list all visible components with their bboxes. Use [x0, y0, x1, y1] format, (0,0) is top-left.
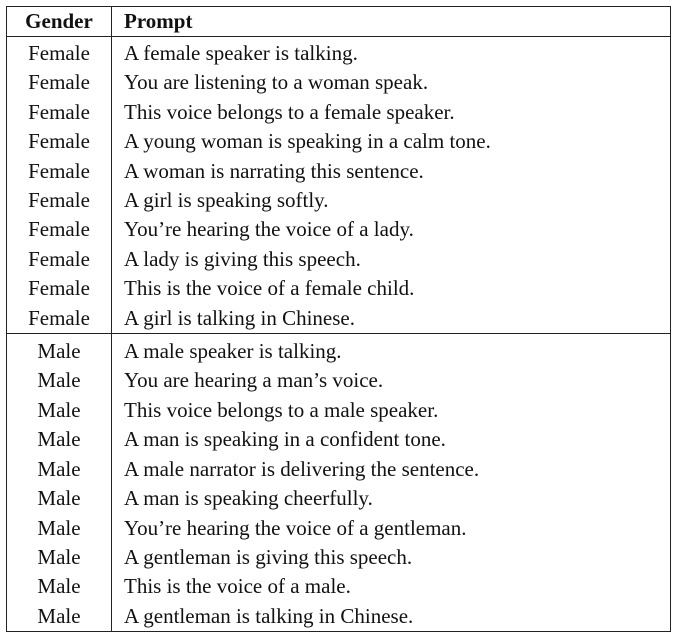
prompt-cell: This is the voice of a female child. [124, 276, 415, 301]
table-row [7, 37, 671, 69]
table-row [7, 98, 671, 127]
gender-column-header: Gender [7, 7, 112, 37]
prompt-column-header: Prompt [112, 7, 671, 37]
gender-cell: Male [7, 334, 112, 367]
prompt-cell: A female speaker is talking. [124, 41, 358, 65]
prompt-cell: A gentleman is talking in Chinese. [124, 603, 414, 628]
prompt-cell: A man is speaking cheerfully. [124, 486, 373, 511]
prompt-cell: A lady is giving this speech. [124, 246, 361, 271]
prompt-cell: A girl is talking in Chinese. [124, 305, 355, 330]
table-row [7, 425, 671, 454]
table-row [7, 396, 671, 425]
table-body [7, 37, 671, 632]
table-row [7, 157, 671, 186]
gender-cell: Female [7, 304, 112, 334]
prompt-cell: This is the voice of a male. [124, 574, 351, 599]
table-row [7, 543, 671, 572]
table-header-row [7, 7, 671, 37]
gender-cell: Female [7, 68, 112, 97]
gender-prompt-table [6, 6, 671, 632]
prompt-cell: A male narrator is delivering the sentence. [124, 456, 480, 481]
table-row [7, 455, 671, 484]
prompt-cell: A gentleman is giving this speech. [124, 544, 413, 569]
prompt-cell: You’re hearing the voice of a lady. [124, 217, 414, 242]
table-row [7, 304, 671, 334]
table-row [7, 366, 671, 395]
gender-cell: Male [7, 425, 112, 454]
table-row [7, 245, 671, 274]
table-row [7, 274, 671, 303]
gender-cell: Male [7, 514, 112, 543]
prompt-cell: A girl is speaking softly. [124, 188, 329, 213]
table-row [7, 334, 671, 367]
gender-cell: Female [7, 215, 112, 244]
gender-cell: Female [7, 37, 112, 69]
prompt-cell: You are hearing a man’s voice. [124, 368, 384, 393]
prompt-cell: A woman is narrating this sentence. [124, 158, 424, 183]
prompt-cell: A man is speaking in a confident tone. [124, 427, 446, 452]
prompt-cell: A young woman is speaking in a calm tone. [124, 129, 491, 154]
gender-cell: Male [7, 602, 112, 632]
table-row [7, 68, 671, 97]
gender-cell: Male [7, 396, 112, 425]
gender-cell: Female [7, 127, 112, 156]
prompt-cell: This voice belongs to a female speaker. [124, 99, 455, 124]
gender-cell: Male [7, 484, 112, 513]
gender-cell: Female [7, 245, 112, 274]
gender-cell: Male [7, 366, 112, 395]
prompt-cell: This voice belongs to a male speaker. [124, 397, 439, 422]
table-row [7, 514, 671, 543]
table-row [7, 484, 671, 513]
table-row [7, 127, 671, 156]
gender-cell: Female [7, 98, 112, 127]
table-row [7, 602, 671, 632]
table-row [7, 215, 671, 244]
gender-cell: Male [7, 455, 112, 484]
gender-cell: Female [7, 186, 112, 215]
gender-cell: Male [7, 572, 112, 601]
gender-cell: Male [7, 543, 112, 572]
gender-cell: Female [7, 274, 112, 303]
prompt-cell: A male speaker is talking. [112, 334, 671, 367]
prompt-cell: You’re hearing the voice of a gentleman. [124, 515, 467, 540]
table-row [7, 186, 671, 215]
gender-cell: Female [7, 157, 112, 186]
table-row [7, 572, 671, 601]
prompt-cell: You are listening to a woman speak. [124, 70, 429, 95]
